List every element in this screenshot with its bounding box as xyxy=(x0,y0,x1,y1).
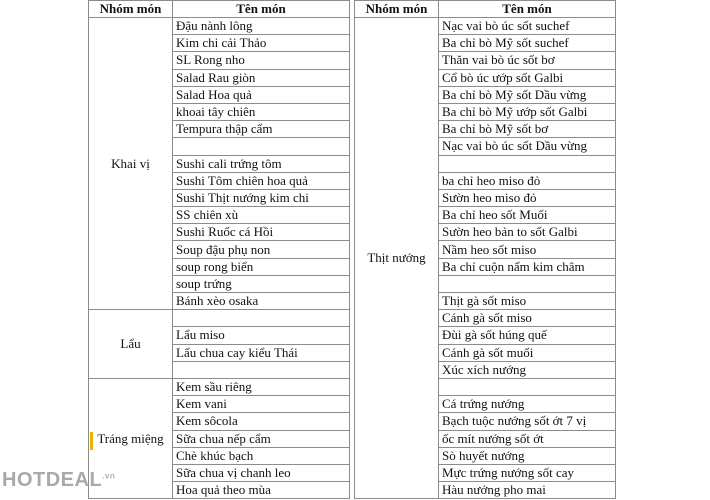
dish-cell: Nạc vai bò úc sốt suchef xyxy=(439,18,616,35)
header-group: Nhóm món xyxy=(89,1,173,18)
dish-cell: Lẩu miso xyxy=(173,327,350,344)
dish-cell: Thăn vai bò úc sốt bơ xyxy=(439,52,616,69)
dish-cell: Kem sầu riêng xyxy=(173,378,350,395)
dish-cell: Cánh gà sốt muối xyxy=(439,344,616,361)
dish-cell: Sushi cali trứng tôm xyxy=(173,155,350,172)
dish-cell: Sữa chua vị chanh leo xyxy=(173,464,350,481)
dish-cell: Cá trứng nướng xyxy=(439,396,616,413)
left-table-body xyxy=(89,18,350,499)
dish-cell: Salad Rau giòn xyxy=(173,69,350,86)
cell-marker xyxy=(90,432,93,450)
dish-cell: SS chiên xù xyxy=(173,207,350,224)
dish-cell: Sườn heo miso đỏ xyxy=(439,189,616,206)
dish-cell: soup rong biển xyxy=(173,258,350,275)
table-row xyxy=(89,378,350,395)
table-row xyxy=(89,310,350,327)
dish-cell: soup trứng xyxy=(173,275,350,292)
right-menu-table xyxy=(354,0,616,499)
header-row xyxy=(355,1,616,18)
dish-cell: Kim chi cải Thảo xyxy=(173,35,350,52)
dish-cell: Đùi gà sốt húng quế xyxy=(439,327,616,344)
dish-cell: Tempura thập cẩm xyxy=(173,121,350,138)
dish-cell: Sò huyết nướng xyxy=(439,447,616,464)
dish-cell: Sushi Thịt nướng kim chi xyxy=(173,189,350,206)
right-table-body xyxy=(355,18,616,499)
group-cell: Lẩu xyxy=(89,310,173,379)
dish-cell: Hàu nướng pho mai xyxy=(439,482,616,499)
dish-cell: ba chỉ heo miso đỏ xyxy=(439,172,616,189)
dish-cell: Hoa quả theo mùa xyxy=(173,482,350,499)
dish-cell: Mực trứng nướng sốt cay xyxy=(439,464,616,481)
dish-cell: Soup đậu phụ non xyxy=(173,241,350,258)
dish-cell: Cổ bò úc ướp sốt Galbi xyxy=(439,69,616,86)
watermark-suffix: .vn xyxy=(102,471,116,481)
dish-cell: Sushi Tôm chiên hoa quả xyxy=(173,172,350,189)
dish-cell: Thịt gà sốt miso xyxy=(439,293,616,310)
header-dish: Tên món xyxy=(439,1,616,18)
dish-cell: Kem sôcola xyxy=(173,413,350,430)
dish-cell: khoai tây chiên xyxy=(173,103,350,120)
dish-cell: Cánh gà sốt miso xyxy=(439,310,616,327)
header-row xyxy=(89,1,350,18)
dish-cell: Salad Hoa quả xyxy=(173,86,350,103)
dish-cell: SL Rong nho xyxy=(173,52,350,69)
dish-cell: Ba chỉ bò Mỹ sốt Dầu vừng xyxy=(439,86,616,103)
dish-cell: Kem vani xyxy=(173,396,350,413)
dish-cell: Nạc vai bò úc sốt Dầu vừng xyxy=(439,138,616,155)
group-cell: Khai vị xyxy=(89,18,173,310)
dish-cell: Bạch tuộc nướng sốt ớt 7 vị xyxy=(439,413,616,430)
dish-cell: Đậu nành lông xyxy=(173,18,350,35)
dish-cell: Ba chỉ heo sốt Muối xyxy=(439,207,616,224)
header-dish: Tên món xyxy=(173,1,350,18)
dish-cell xyxy=(439,275,616,292)
dish-cell: ốc mít nướng sốt ớt xyxy=(439,430,616,447)
watermark-text: HOTDEAL xyxy=(2,469,103,491)
dish-cell xyxy=(173,138,350,155)
table-row xyxy=(355,18,616,35)
dish-cell: Ba chỉ bò Mỹ sốt bơ xyxy=(439,121,616,138)
dish-cell xyxy=(173,310,350,327)
dish-cell xyxy=(439,155,616,172)
dish-cell: Nầm heo sốt miso xyxy=(439,241,616,258)
header-group: Nhóm món xyxy=(355,1,439,18)
dish-cell xyxy=(173,361,350,378)
watermark-logo xyxy=(2,469,115,492)
dish-cell: Chè khúc bạch xyxy=(173,447,350,464)
left-menu-table xyxy=(88,0,350,499)
dish-cell: Xúc xích nướng xyxy=(439,361,616,378)
dish-cell xyxy=(439,378,616,395)
dish-cell: Sushi Ruốc cá Hồi xyxy=(173,224,350,241)
group-cell: Thịt nướng xyxy=(355,18,439,499)
dish-cell: Ba chỉ cuộn nấm kim châm xyxy=(439,258,616,275)
dish-cell: Ba chỉ bò Mỹ ướp sốt Galbi xyxy=(439,103,616,120)
dish-cell: Lẩu chua cay kiểu Thái xyxy=(173,344,350,361)
dish-cell: Bánh xèo osaka xyxy=(173,293,350,310)
group-cell: Tráng miệng xyxy=(89,378,173,498)
dish-cell: Sườn heo bản to sốt Galbi xyxy=(439,224,616,241)
dish-cell: Sữa chua nếp cẩm xyxy=(173,430,350,447)
dish-cell: Ba chỉ bò Mỹ sốt suchef xyxy=(439,35,616,52)
table-row xyxy=(89,18,350,35)
